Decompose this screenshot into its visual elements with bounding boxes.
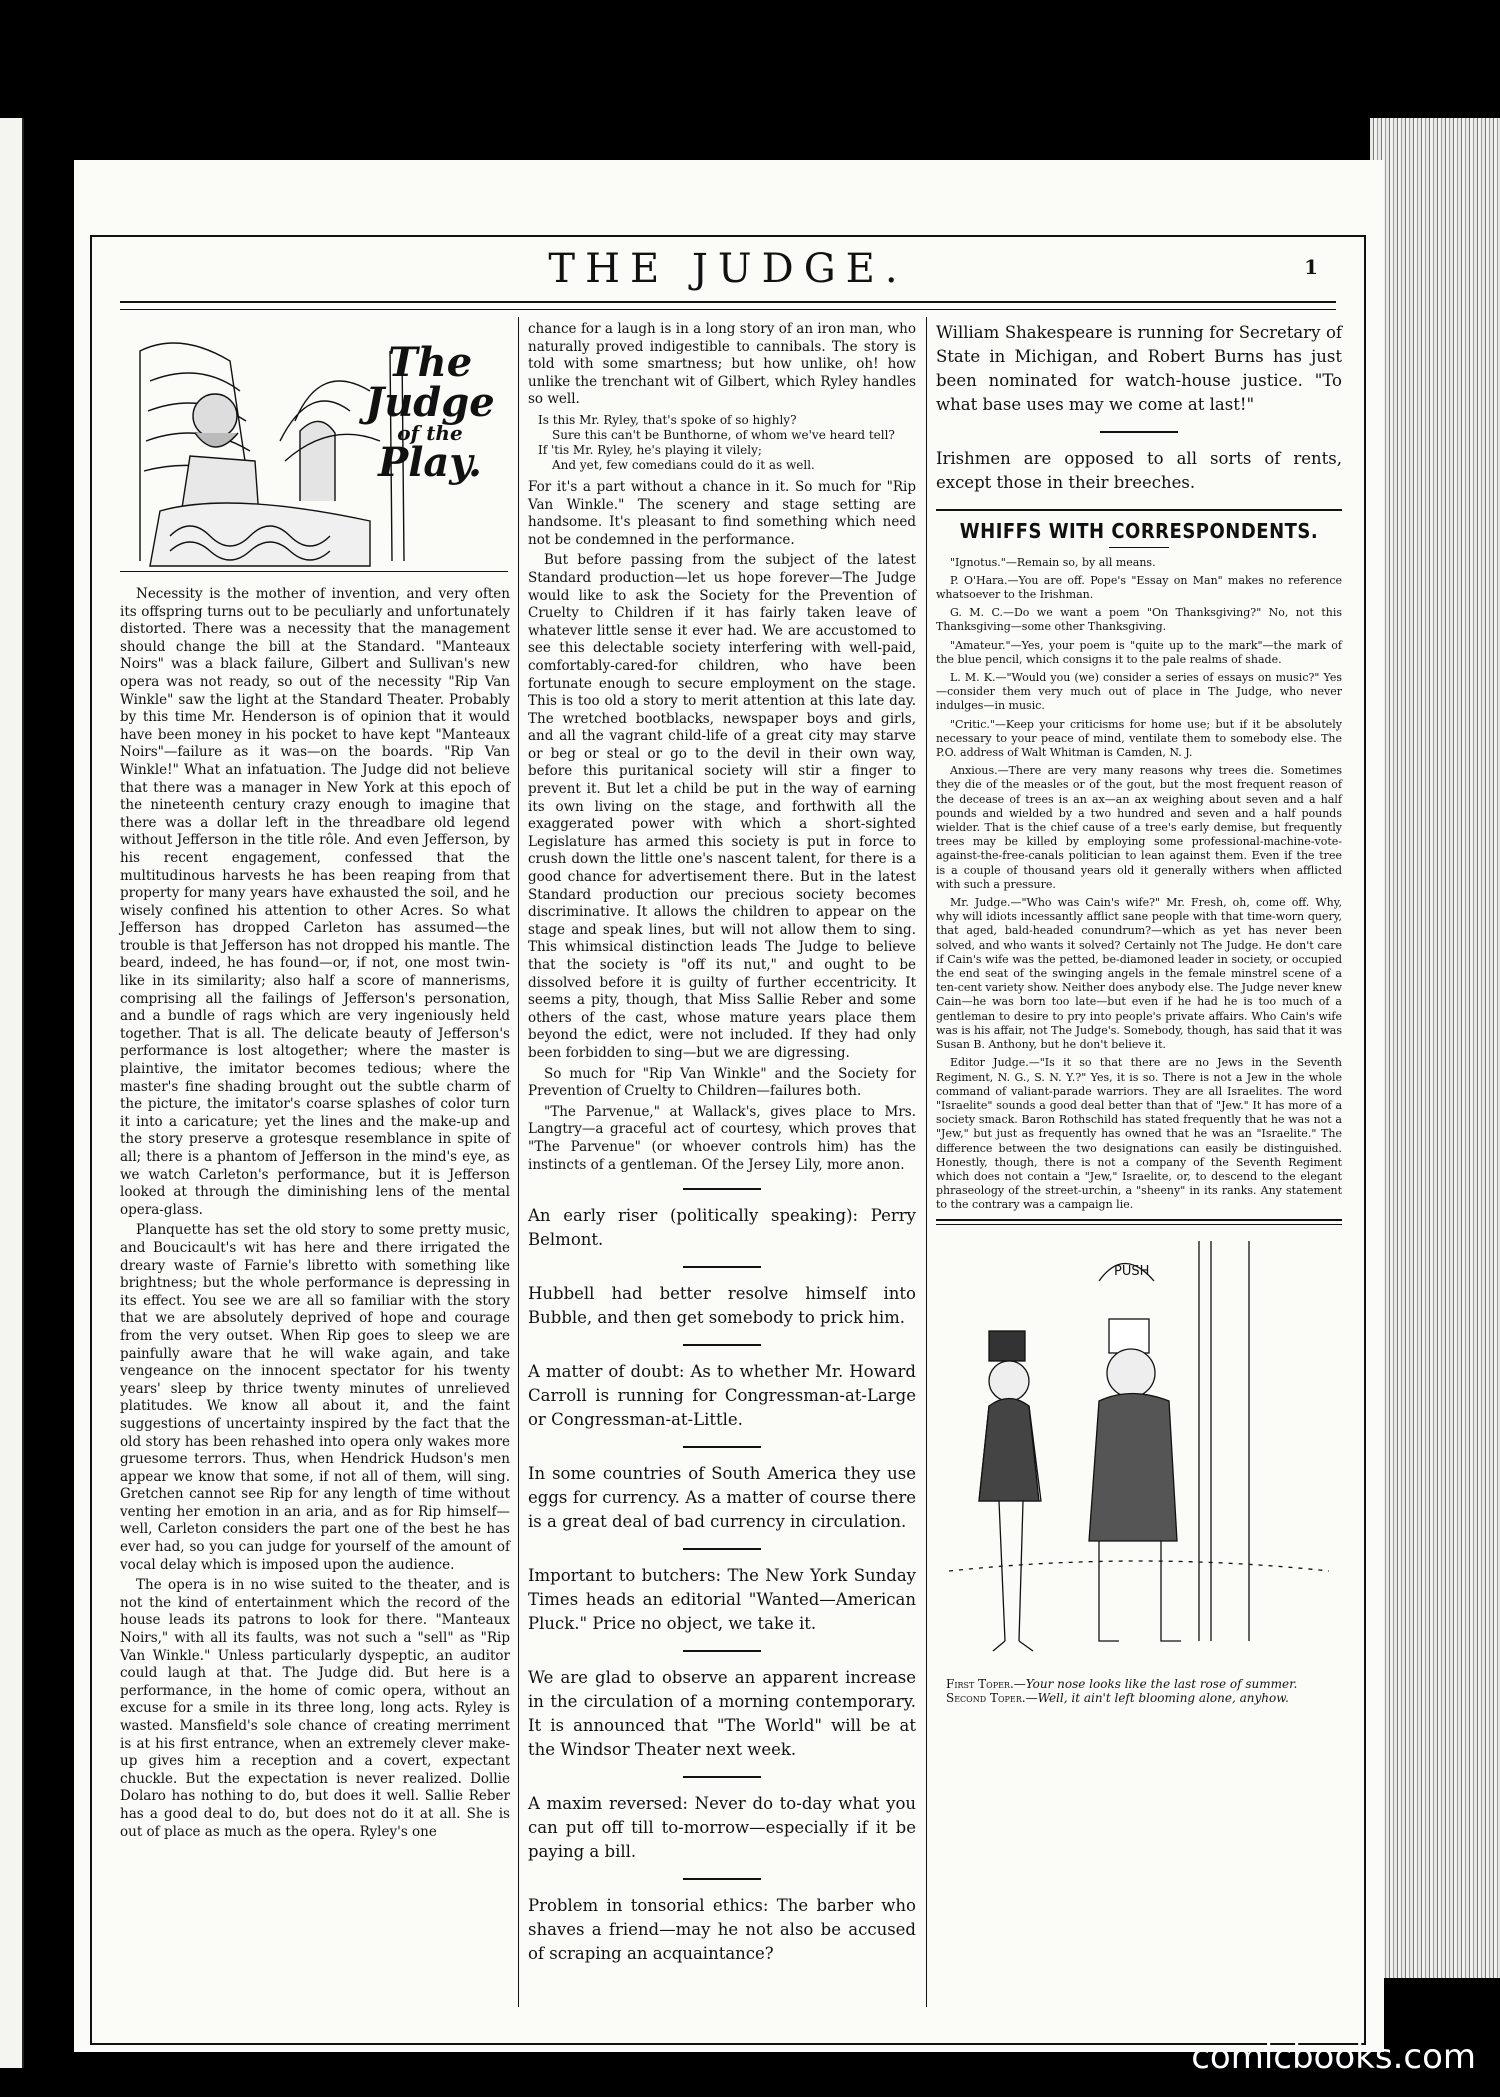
squib: Important to butchers: The New York Sunday Times heads an editorial "Wanted—American Pluck." Price no object, we take it. — [528, 1566, 916, 1634]
squib-rule — [683, 1650, 761, 1652]
caption-speaker: First Toper. — [946, 1676, 1014, 1691]
squib-rule — [683, 1548, 761, 1550]
article-paragraph: chance for a laugh is in a long story of an iron man, who naturally proved indigestible to cannibals. The story is told with some smartness; but how unlike, oh! how unlike the trenchant wit of Gilbert, which Ryley handles so well. — [528, 321, 916, 408]
correspondence-item: Editor Judge.—"Is it so that there are no Jews in the Seventh Regiment, N. G., S. N. Y.?" Yes, it is so. There is not a Jew in the whole command of valiant-parade warriors. They are all Israelites. The word "Israelite" sounds a good deal better than that of "Jew." It has more of a society smack. Baron Rothschild has stated frequently that he was not a "Jew," but just as frequently has owned that he was an "Israelite." The difference between the two designations can easily be distinguished. Honestly, though, there is not a company of the Seventh Regiment which does not contain a "Jew," Israelite, or, to descend to the elegant phraseology of the street-urchin, a "sheeny" in its ranks. Any statement to the contrary was a campaign lie. — [936, 1056, 1342, 1212]
logo-word-the: The — [387, 339, 473, 386]
article-paragraph: The opera is in no wise suited to the theater, and is not the kind of entertainment which the record of the house leads its patrons to look for there. "Manteaux Noirs," with all its faults, was not such a "sell" as "Rip Van Winkle." Unless particularly dyspeptic, an auditor could laugh at that. The Judge did. But here is a performance, in the home of comic opera, without an excuse for a smile in its three long, long acts. Ryley is wasted. Mansfield's sole chance of creating merriment is at his first entrance, when an extremely clever make-up gives him a reception and a covert, expectant chuckle. But the expectation is never realized. Dollie Dolaro has nothing to do, but does it well. Sallie Reber has a good deal to do, but does not do it at all. She is out of place as much as the opera. Ryley's one — [120, 1577, 510, 1840]
verse-line: And yet, few comedians could do it as well. — [552, 457, 815, 472]
squib: William Shakespeare is running for Secretary of State in Michigan, and Robert Burns has just been nominated for watch-house justice. "To what base uses may we come at last!" — [936, 323, 1342, 414]
caption-line-2: Second Toper.—Well, it ain't left blooming alone, anyhow. — [946, 1690, 1289, 1705]
masthead-rule — [120, 301, 1336, 310]
logo-word-play: Play. — [378, 439, 482, 486]
adjacent-page-edge — [0, 118, 24, 2068]
caption-quote: Your nose looks like the last rose of summer. — [1025, 1676, 1298, 1691]
page-frame — [90, 235, 1366, 2045]
logo-word-judge: Judge — [365, 379, 495, 426]
correspondence-item: Anxious.—There are very many reasons why trees die. Sometimes they die of the measles or of the gout, but the most frequent reason of the decease of trees is an ax—an ax weighing about seven and a half pounds and wielded by a two hundred and seven and a half pounds wielder. That is the chief cause of a tree's early demise, but frequently trees may be killed by employing some professional-machine-vote-against-the-free-canals politician to lean against them. Even if the tree is a couple of thousand years old it generally withers when afflicted with such a pressure. — [936, 764, 1342, 891]
verse — [538, 413, 916, 473]
squib-rule — [683, 1266, 761, 1268]
page-stack-edge — [1370, 118, 1500, 1978]
squib: A maxim reversed: Never do to-day what you can put off till to-morrow—especially if it be paying a bill. — [528, 1794, 916, 1862]
logo-word-of-the: of the — [397, 421, 463, 445]
correspondence-item: "Ignotus."—Remain so, by all means. — [950, 555, 1156, 569]
correspondence-item: L. M. K.—"Would you (we) consider a series of essays on music?" Yes—consider them very much out of place in The Judge, who never indulges—in music. — [936, 671, 1342, 713]
site-watermark: comicbooks.com — [1191, 2037, 1476, 2077]
masthead — [92, 237, 1364, 301]
judge-of-the-play-illustration — [120, 321, 508, 572]
column-2 — [528, 321, 916, 1966]
page-number: 1 — [1304, 255, 1318, 279]
article-paragraph: But before passing from the subject of the latest Standard production—let us hope forever—The Judge would like to ask the Society for the Prevention of Cruelty to Children if it has fairly taken leave of whatever little sense it ever had. We are accustomed to see this delectable society interfering with well-paid, comfortably-cared-for children, who have been fortunate enough to secure employment on the stage. This is too old a story to merit attention at this late day. The wretched bootblacks, newspaper boys and girls, and all the vagrant child-life of a great city may starve or beg or steal or go to the devil in their own way, before this puritanical society will stir a finger to prevent it. But let a child be put in the way of earning its own living on the stage, and forthwith all the exaggerated power with which a short-sighted Legislature has armed this society is put in force to crush down the little one's nascent talent, for there is a good chance for advertisement there. But in the latest Standard production our precious society becomes discriminative. It allows the children to appear on the stage and speak lines, but will not allow them to sing. This whimsical distinction leads The Judge to believe that the society is "off its nut," and ought to be dissolved before it is guilty of further eccentricity. It seems a pity, though, that Miss Sallie Reber and some others of the cast, whose mature years place them beyond the edict, were not included. If they had only been forbidden to sing—but we are digressing. — [528, 552, 916, 1061]
correspondence-item: P. O'Hara.—You are off. Pope's "Essay on Man" makes no reference whatsoever to the Irishman. — [936, 573, 1342, 601]
whiffs-heading: WHIFFS WITH CORRESPONDENTS. — [936, 509, 1342, 547]
verse-line: If 'tis Mr. Ryley, he's playing it vilely; — [538, 442, 762, 457]
article-paragraph: So much for "Rip Van Winkle" and the Society for Prevention of Cruelty to Children—failures both. — [528, 1065, 916, 1100]
correspondence-item: "Amateur."—Yes, your poem is "quite up to the mark"—the mark of the blue pencil, which consigns it to the pale realms of shade. — [936, 638, 1342, 666]
column-rule-2 — [926, 317, 927, 2007]
cartoon-caption — [936, 1677, 1342, 1705]
caption-line-1: First Toper.—Your nose looks like the last rose of summer. — [946, 1676, 1298, 1691]
squib-rule — [683, 1446, 761, 1448]
squib-rule — [683, 1344, 761, 1346]
push-sign: PUSH — [1114, 1263, 1150, 1279]
heading-rule — [1109, 547, 1169, 548]
squib-rule — [1100, 431, 1178, 433]
column-rule-1 — [518, 317, 519, 2007]
squibs — [528, 1204, 916, 1966]
column-1 — [120, 321, 510, 1844]
correspondence-item: G. M. C.—Do we want a poem "On Thanksgiving?" No, not this Thanksgiving—some other Thanksgiving. — [936, 606, 1342, 634]
verse-line: Sure this can't be Bunthorne, of whom we've heard tell? — [552, 427, 895, 442]
section-rule — [936, 1219, 1342, 1225]
masthead-title: THE JUDGE. — [548, 246, 908, 292]
squib: An early riser (politically speaking): Perry Belmont. — [528, 1206, 916, 1250]
squib: Irishmen are opposed to all sorts of rents, except those in their breeches. — [936, 449, 1342, 492]
newspaper-page — [74, 160, 1384, 2052]
squib: Problem in tonsorial ethics: The barber who shaves a friend—may he not also be accused of scraping an acquaintance? — [528, 1896, 916, 1964]
topers-cartoon — [949, 1241, 1329, 1671]
squib: We are glad to observe an apparent increase in the circulation of a morning contemporary. It is announced that "The World" will be at the Windsor Theater next week. — [528, 1668, 916, 1760]
correspondence — [936, 556, 1342, 1213]
squib-rule — [683, 1878, 761, 1880]
topers-illustration-icon — [949, 1241, 1329, 1671]
section-rule — [683, 1188, 761, 1190]
squib: A matter of doubt: As to whether Mr. Howard Carroll is running for Congressman-at-Large or Congressman-at-Little. — [528, 1362, 916, 1430]
verse-line: Is this Mr. Ryley, that's spoke of so highly? — [538, 412, 797, 427]
article-paragraph: For it's a part without a chance in it. So much for "Rip Van Winkle." The scenery and stage setting are handsome. It's pleasant to find something which need not be condemned in the performance. — [528, 478, 916, 548]
squibs — [936, 321, 1342, 495]
article-paragraph: Planquette has set the old story to some pretty music, and Boucicault's wit has here and there irrigated the dreary waste of Farnie's libretto with something like brightness; but the whole performance is depressing in its effect. You see we are all so familiar with the story that we are absolutely deprived of hope and courage from the very outset. When Rip goes to sleep we are painfully aware that he will wake again, and take vengeance on the innocent spectator for his twenty years' sleep by thrice twenty minutes of unrelieved platitudes. We know all about it, and the faint suggestions of uncertainty inspired by the fact that the old story has been rehashed into opera only wakes more gruesome terrors. Thus, when Hendrick Hudson's men appear we know that some, if not all of them, will sing. Gretchen cannot see Rip for any length of time without venting her emotion in an aria, and as for Rip himself—well, Carleton considers the part one of the best he has ever had, so you can judge for yourself of the amount of vocal delay which is imposed upon the audience. — [120, 1222, 510, 1573]
correspondence-item: "Critic."—Keep your criticisms for home use; but if it be absolutely necessary to your peace of mind, ventilate them to somebody else. The P.O. address of Walt Whitman is Camden, N. J. — [936, 717, 1342, 760]
squib: Hubbell had better resolve himself into Bubble, and then get somebody to prick him. — [528, 1284, 916, 1328]
article-paragraph: Necessity is the mother of invention, and very often its offspring turns out to be peculiarly and unfortunately distorted. There was a necessity that the management should change the bill at the Standard. "Manteaux Noirs" was a black failure, Gilbert and Sullivan's new opera was not ready, so out of the necessity "Rip Van Winkle" saw the light at the Standard Theater. Probably by this time Mr. Henderson is of opinion that it would have been money in his pocket to have kept "Manteaux Noirs"—failure as it was—on the boards. "Rip Van Winkle!" What an infatuation. The Judge did not believe that there was a manager in New York at this epoch of the nineteenth century crazy enough to imagine that there was a dollar left in the threadbare old legend without Jefferson in the title rôle. And even Jefferson, by his recent engagement, confessed that the multitudinous harvests he has been reaping from that property for many years have exhausted the soil, and he wisely confined his attention to other Acres. So what Jefferson has dropped Carleton has assumed—the trouble is that Jefferson has not dropped his mantle. The beard, indeed, he has found—or, if not, one most twin-like in its similarity; also half a score of mannerisms, comprising all the failings of Jefferson's personation, and a bundle of rags which are very ingeniously held together. That is all. The delicate beauty of Jefferson's performance is lost altogether; where the master is plaintive, the imitator becomes tedious; where the master's fine shading brought out the subtle charm of the picture, the imitator's coarse splashes of color turn it into a caricature; yet the lines and the make-up and the story preserve a grotesque resemblance in spite of all; there is a phantom of Jefferson in the mind's eye, as we watch Carleton's performance, but it is Jefferson looked at through the diminishing lens of the mental opera-glass. — [120, 586, 510, 1218]
column-3 — [936, 321, 1342, 1705]
squib: In some countries of South America they use eggs for currency. As a matter of course there is a great deal of bad currency in circulation. — [528, 1464, 916, 1532]
caption-quote: Well, it ain't left blooming alone, anyhow. — [1037, 1690, 1289, 1705]
squib-rule — [683, 1776, 761, 1778]
correspondence-item: Mr. Judge.—"Who was Cain's wife?" Mr. Fresh, oh, come off. Why, why will idiots incessantly afflict sane people with that time-worn query, that aged, bald-headed conundrum?—which as yet has never been solved, and who wants it solved? Certainly not The Judge. He don't care if Cain's wife was the petted, be-diamoned leader in society, or occupied the end seat of the swinging angels in the female minstrel scene of a ten-cent variety show. Neither does anybody else. The Judge never knew Cain—he was born too late—but even if he had he is too much of a gentleman to desire to pry into people's private affairs. Who Cain's wife was is his affair, not The Judge's. Somebody, though, has said that it was Susan B. Anthony, but he don't believe it. — [936, 896, 1342, 1052]
article-paragraph: "The Parvenue," at Wallack's, gives place to Mrs. Langtry—a graceful act of courtesy, which proves that "The Parvenue" (or whoever controls him) has the instincts of a gentleman. Of the Jersey Lily, more anon. — [528, 1103, 916, 1173]
caption-speaker: Second Toper. — [946, 1690, 1026, 1705]
